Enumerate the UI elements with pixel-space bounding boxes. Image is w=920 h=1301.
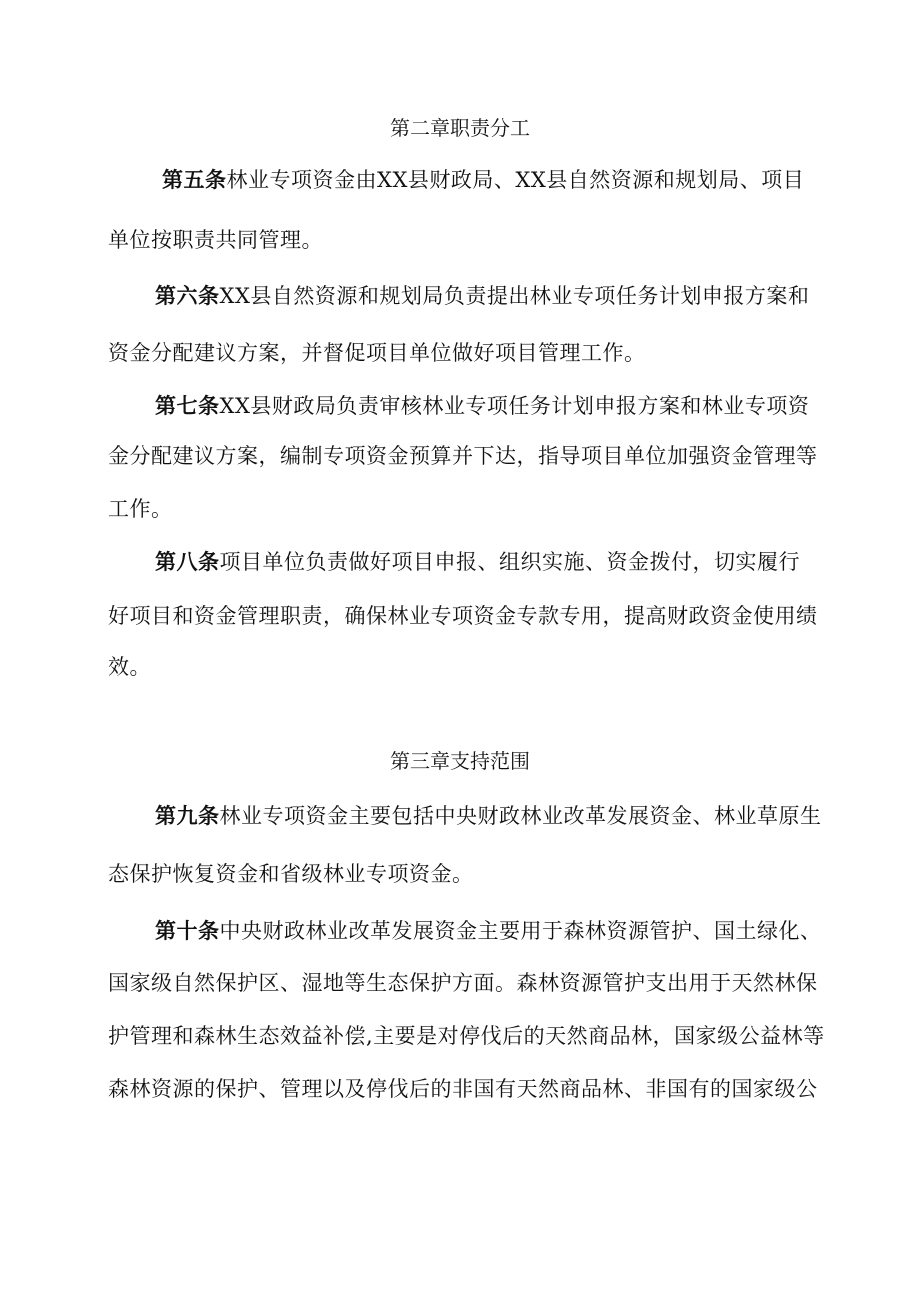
chapter-2-heading: 第二章职责分工 [390, 116, 530, 140]
article-6-label: 第六条 [155, 284, 220, 308]
article-7-line-3: 工作。 [108, 497, 173, 521]
article-5-line-1: 第五条林业专项资金由XX县财政局、XX县自然资源和规划局、项目 [162, 168, 805, 192]
article-7-line-1: 第七条XX县财政局负责审核林业专项任务计划申报方案和林业专项资 [155, 394, 810, 418]
chapter-3-heading: 第三章支持范围 [390, 749, 530, 773]
article-8-line-2: 好项目和资金管理职责，确保林业专项资金专款专用，提高财政资金使用绩 [108, 604, 818, 628]
article-6-line-2: 资金分配建议方案，并督促项目单位做好项目管理工作。 [108, 341, 646, 365]
article-8-line-3: 效。 [108, 655, 151, 679]
article-9-line-1: 第九条林业专项资金主要包括中央财政林业改革发展资金、林业草原生 [155, 804, 822, 828]
article-8-line-1: 第八条项目单位负责做好项目申报、组织实施、资金拨付，切实履行 [155, 550, 800, 574]
article-8-label: 第八条 [155, 550, 220, 574]
article-6-line-1: 第六条XX县自然资源和规划局负责提出林业专项任务计划申报方案和 [155, 284, 810, 308]
article-5-line-2: 单位按职责共同管理。 [108, 228, 323, 252]
article-10-line-1: 第十条中央财政林业改革发展资金主要用于森林资源管护、国土绿化、 [155, 919, 822, 943]
article-7-line-2: 金分配建议方案，编制专项资金预算并下达，指导项目单位加强资金管理等 [108, 444, 818, 468]
article-9-label: 第九条 [155, 804, 220, 828]
article-9-line-2: 态保护恢复资金和省级林业专项资金。 [108, 862, 474, 886]
article-10-line-4: 森林资源的保护、管理以及停伐后的非国有天然商品林、非国有的国家级公 [108, 1077, 818, 1101]
article-7-label: 第七条 [155, 394, 220, 418]
article-5-label: 第五条 [162, 168, 227, 192]
article-10-line-2: 国家级自然保护区、湿地等生态保护方面。森林资源管护支出用于天然林保 [108, 971, 818, 995]
article-10-line-3: 护管理和森林生态效益补偿,主要是对停伐后的天然商品林，国家级公益林等 [108, 1024, 825, 1048]
article-10-label: 第十条 [155, 919, 220, 943]
